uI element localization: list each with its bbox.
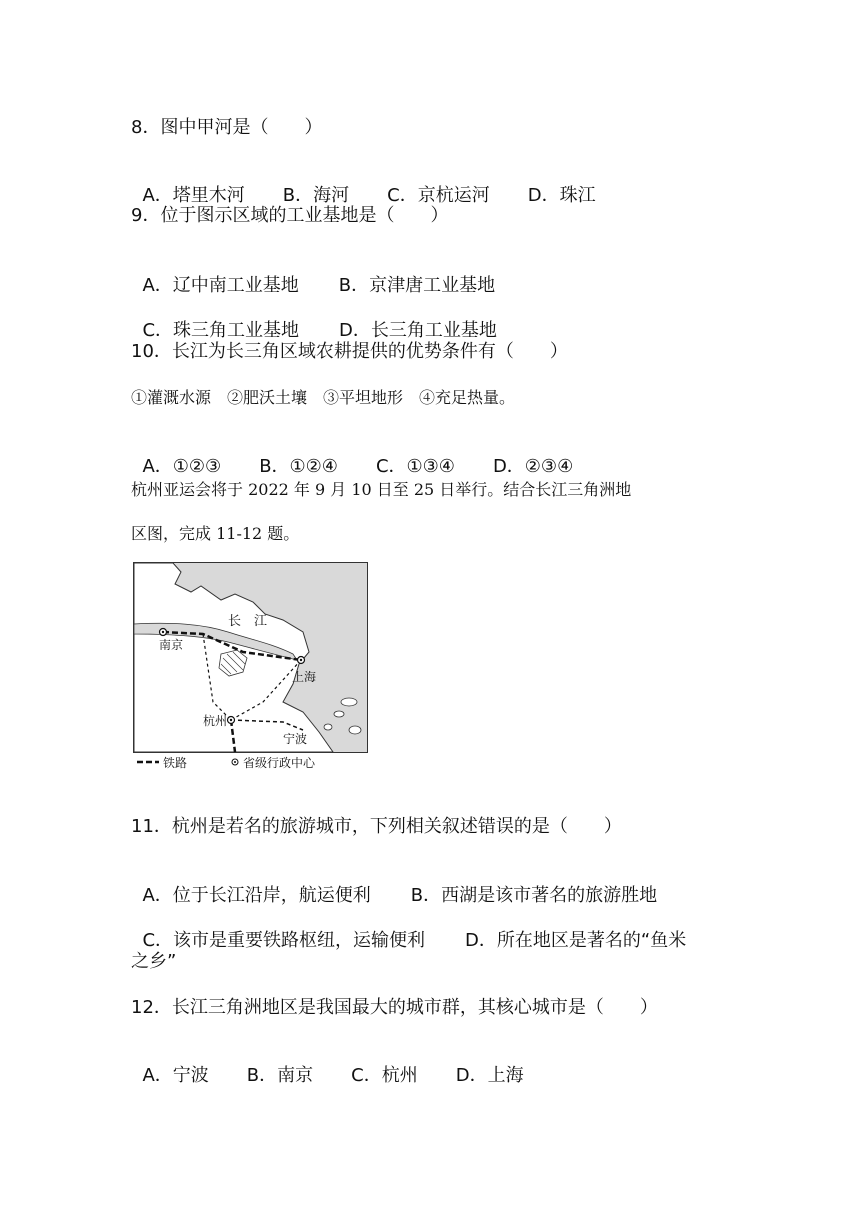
intro-line-1: 杭州亚运会将于 2022 年 9 月 10 日至 25 日举行。结合长江三角洲地: [131, 480, 632, 499]
island: [334, 711, 344, 717]
question-10-choices: ①灌溉水源 ②肥沃土壤 ③平坦地形 ④充足热量。: [131, 388, 516, 407]
option-d[interactable]: D．所在地区是著名的“鱼米: [465, 930, 687, 951]
legend-railway-label: 铁路: [163, 756, 188, 770]
label-shanghai: 上海: [292, 670, 317, 684]
legend-center-label: 省级行政中心: [243, 756, 316, 770]
label-ningbo: 宁波: [283, 732, 308, 746]
option-d[interactable]: D．珠江: [527, 185, 596, 206]
option-a[interactable]: A．宁波: [142, 1065, 209, 1086]
yangtze-delta-map: [133, 562, 369, 772]
option-b[interactable]: B．京津唐工业基地: [338, 275, 496, 296]
option-c[interactable]: C．该市是重要铁路枢纽，运输便利: [142, 930, 426, 951]
question-9-stem: 9．位于图示区域的工业基地是（ ）: [131, 205, 449, 226]
question-8-options: [131, 160, 596, 208]
label-yangtze: 长 江: [228, 614, 268, 629]
map-figure: [133, 562, 369, 772]
label-nanjing: 南京: [159, 638, 184, 652]
option-b[interactable]: B．①②④: [259, 456, 338, 477]
option-a[interactable]: A．①②③: [142, 456, 222, 477]
question-10-stem: 10．长江为长三角区域农耕提供的优势条件有（ ）: [131, 341, 568, 362]
option-c[interactable]: C．京杭运河: [387, 185, 490, 206]
question-9-options-row1: [131, 250, 495, 298]
option-d[interactable]: D．长三角工业基地: [339, 320, 497, 341]
option-d[interactable]: D．上海: [455, 1065, 524, 1086]
option-c[interactable]: C．①③④: [375, 456, 455, 477]
island: [324, 724, 332, 730]
option-a[interactable]: A．辽中南工业基地: [142, 275, 299, 296]
option-a[interactable]: A．位于长江沿岸，航运便利: [142, 885, 371, 906]
question-8-stem: 8．图中甲河是（ ）: [131, 117, 323, 138]
option-d[interactable]: D．②③④: [492, 456, 574, 477]
question-11-continuation: 之乡”: [131, 951, 177, 972]
option-a[interactable]: A．塔里木河: [142, 185, 245, 206]
intro-line-2: 区图，完成 11-12 题。: [131, 524, 300, 543]
option-b[interactable]: B．海河: [282, 185, 350, 206]
island: [349, 726, 361, 734]
question-11-options-row2: [131, 905, 686, 953]
question-11-options-row1: [131, 860, 657, 908]
option-b[interactable]: B．西湖是该市著名的旅游胜地: [410, 885, 658, 906]
option-b[interactable]: B．南京: [246, 1065, 314, 1086]
label-hangzhou: 杭州: [203, 714, 228, 728]
question-10-options: [131, 431, 573, 479]
question-9-options-row2: [131, 295, 497, 343]
island: [341, 698, 357, 706]
question-12-stem: 12．长江三角洲地区是我国最大的城市群，其核心城市是（ ）: [131, 997, 658, 1018]
option-c[interactable]: C．杭州: [351, 1065, 418, 1086]
option-c[interactable]: C．珠三角工业基地: [142, 320, 300, 341]
question-11-stem: 11．杭州是若名的旅游城市，下列相关叙述错误的是（ ）: [131, 816, 622, 837]
question-12-options: [131, 1040, 524, 1088]
